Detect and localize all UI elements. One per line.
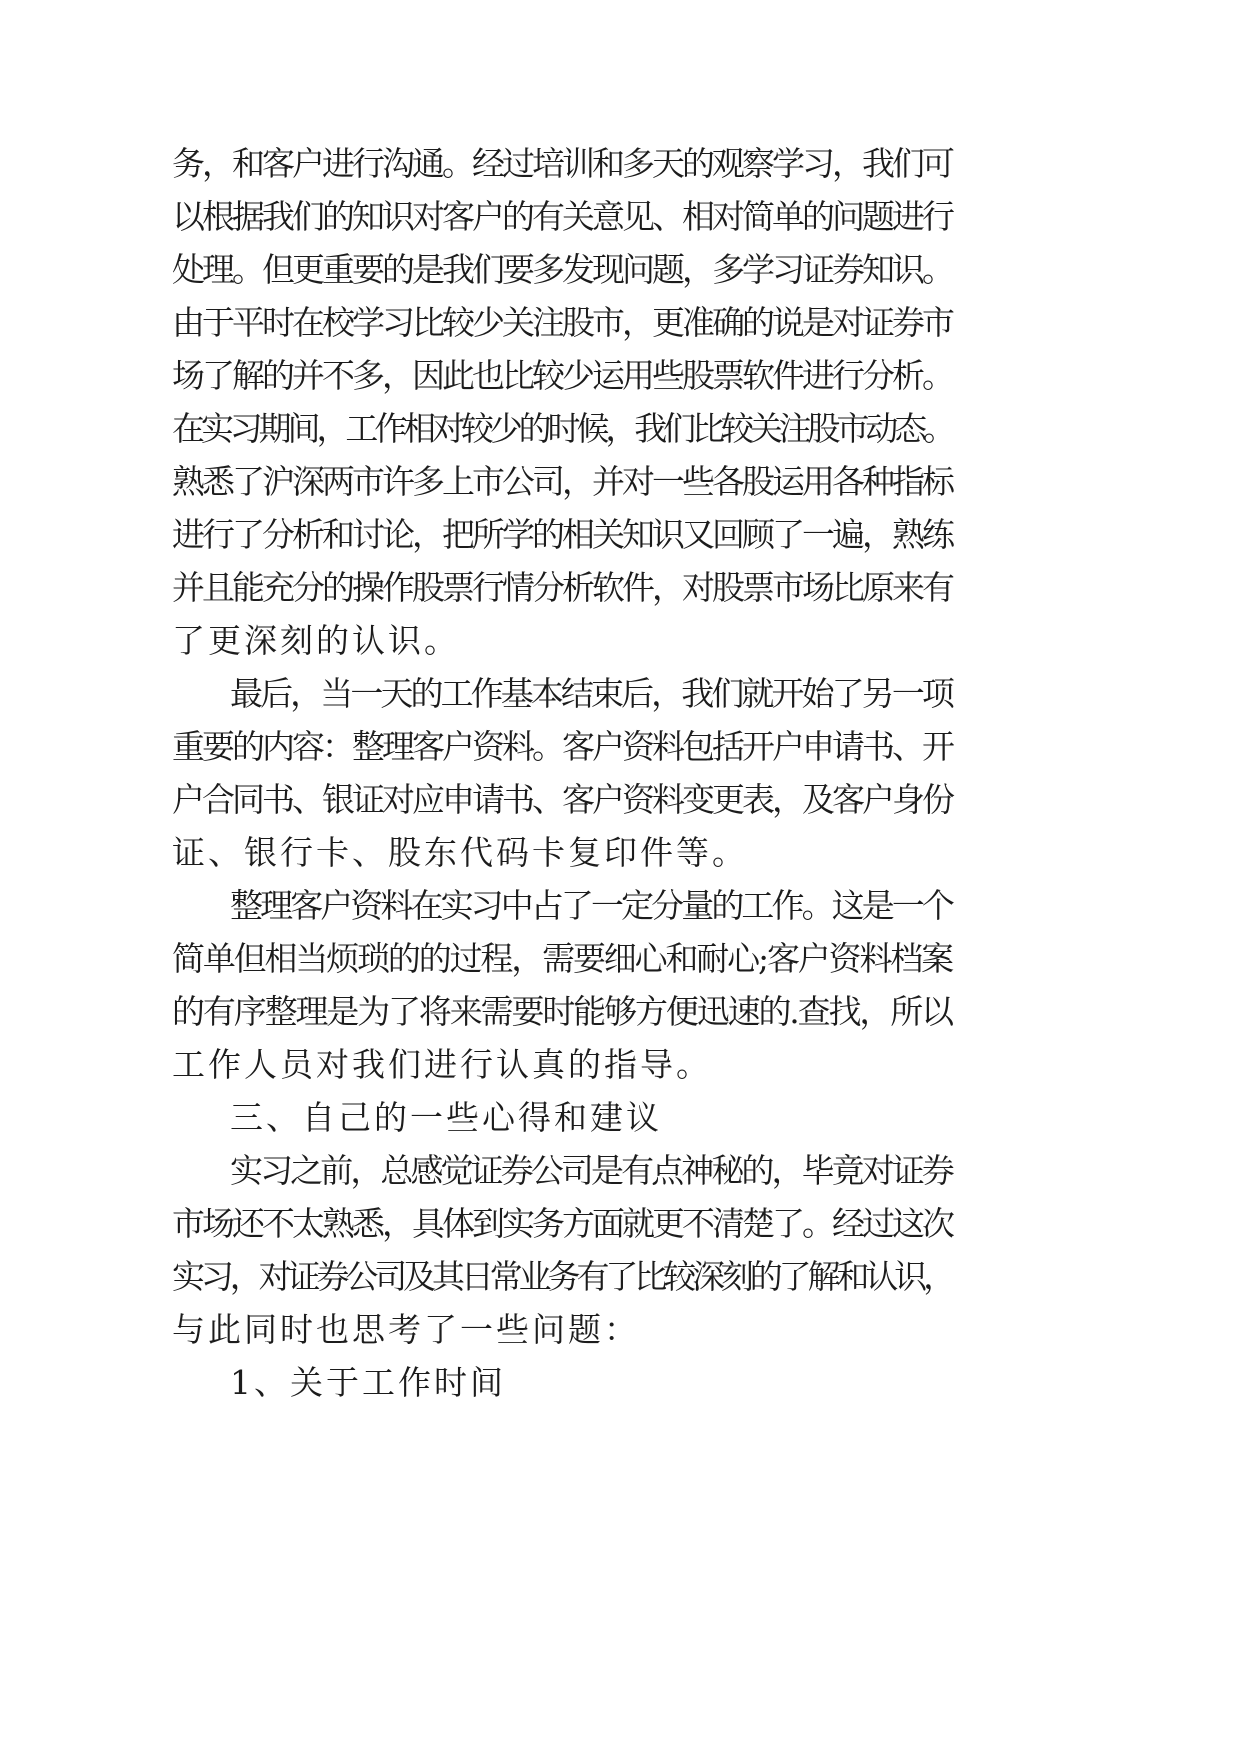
- text-line: [0, 346, 1241, 406]
- text-line-content: 工作人员对我们进行认真的指导。: [172, 1045, 712, 1084]
- text-line-content: 实习之前，总感觉证券公司是有点神秘的，毕竟对证券: [230, 1151, 953, 1190]
- text-line-content: 熟悉了沪深两市许多上市公司，并对一些各股运用各种指标: [172, 462, 952, 501]
- text-line: [0, 399, 1241, 459]
- text-line-content: 进行了分析和讨论，把所学的相关知识又回顾了一遍，熟练: [172, 515, 952, 554]
- text-line: [0, 770, 1241, 830]
- subsection-heading: [0, 1353, 1241, 1413]
- text-line-content: 证、银行卡、股东代码卡复印件等。: [172, 833, 748, 872]
- text-line: [0, 717, 1241, 777]
- text-line-content: 处理。但更重要的是我们要多发现问题，多学习证券知识。: [172, 250, 952, 289]
- text-line: [0, 611, 1241, 671]
- text-line-content: 的有序整理是为了将来需要时能够方便迅速的.查找，所以: [172, 992, 952, 1031]
- text-line-content: 户合同书、银证对应申请书、客户资料变更表，及客户身份: [172, 780, 952, 819]
- text-line: [0, 823, 1241, 883]
- text-line: [0, 1247, 1241, 1307]
- text-line-content: 市场还不太熟悉，具体到实务方面就更不清楚了。经过这次: [172, 1204, 952, 1243]
- text-line-content: 简单但相当烦琐的的过程，需要细心和耐心;客户资料档案: [172, 939, 952, 978]
- text-line: [0, 982, 1241, 1042]
- text-line-content: 务，和客户进行沟通。经过培训和多天的观察学习，我们可: [172, 144, 952, 183]
- text-line-content: 以根据我们的知识对客户的有关意见、相对简单的问题进行: [172, 197, 952, 236]
- text-line: [0, 876, 1241, 936]
- text-line: [0, 664, 1241, 724]
- text-line-content: 由于平时在校学习比较少关注股市，更准确的说是对证券市: [172, 303, 952, 342]
- text-line-content: 在实习期间，工作相对较少的时候，我们比较关注股市动态。: [172, 409, 953, 448]
- text-line: [0, 452, 1241, 512]
- text-line-content: 实习，对证券公司及其日常业务有了比较深刻的了解和认识，: [172, 1257, 953, 1296]
- text-line: [0, 505, 1241, 565]
- text-line: [0, 134, 1241, 194]
- text-line-content: 了更深刻的认识。: [172, 621, 460, 660]
- text-line: [0, 240, 1241, 300]
- text-line: [0, 1035, 1241, 1095]
- text-line: [0, 1300, 1241, 1360]
- text-line-content: 重要的内容：整理客户资料。客户资料包括开户申请书、开: [172, 727, 952, 766]
- text-line: [0, 1141, 1241, 1201]
- text-line-content: 与此同时也思考了一些问题：: [172, 1310, 640, 1349]
- text-line: [0, 558, 1241, 618]
- text-line-content: 最后，当一天的工作基本结束后，我们就开始了另一项: [230, 674, 953, 713]
- text-line: [0, 293, 1241, 353]
- text-line: [0, 1194, 1241, 1254]
- section-heading-text: 三、自己的一些心得和建议: [230, 1098, 662, 1137]
- text-line-content: 并且能充分的操作股票行情分析软件，对股票市场比原来有: [172, 568, 952, 607]
- text-line: [0, 929, 1241, 989]
- section-heading: [0, 1088, 1241, 1148]
- text-line-content: 场了解的并不多，因此也比较少运用些股票软件进行分析。: [172, 356, 952, 395]
- subsection-heading-text: 1、关于工作时间: [230, 1363, 506, 1402]
- text-line: [0, 187, 1241, 247]
- text-line-content: 整理客户资料在实习中占了一定分量的工作。这是一个: [230, 886, 953, 925]
